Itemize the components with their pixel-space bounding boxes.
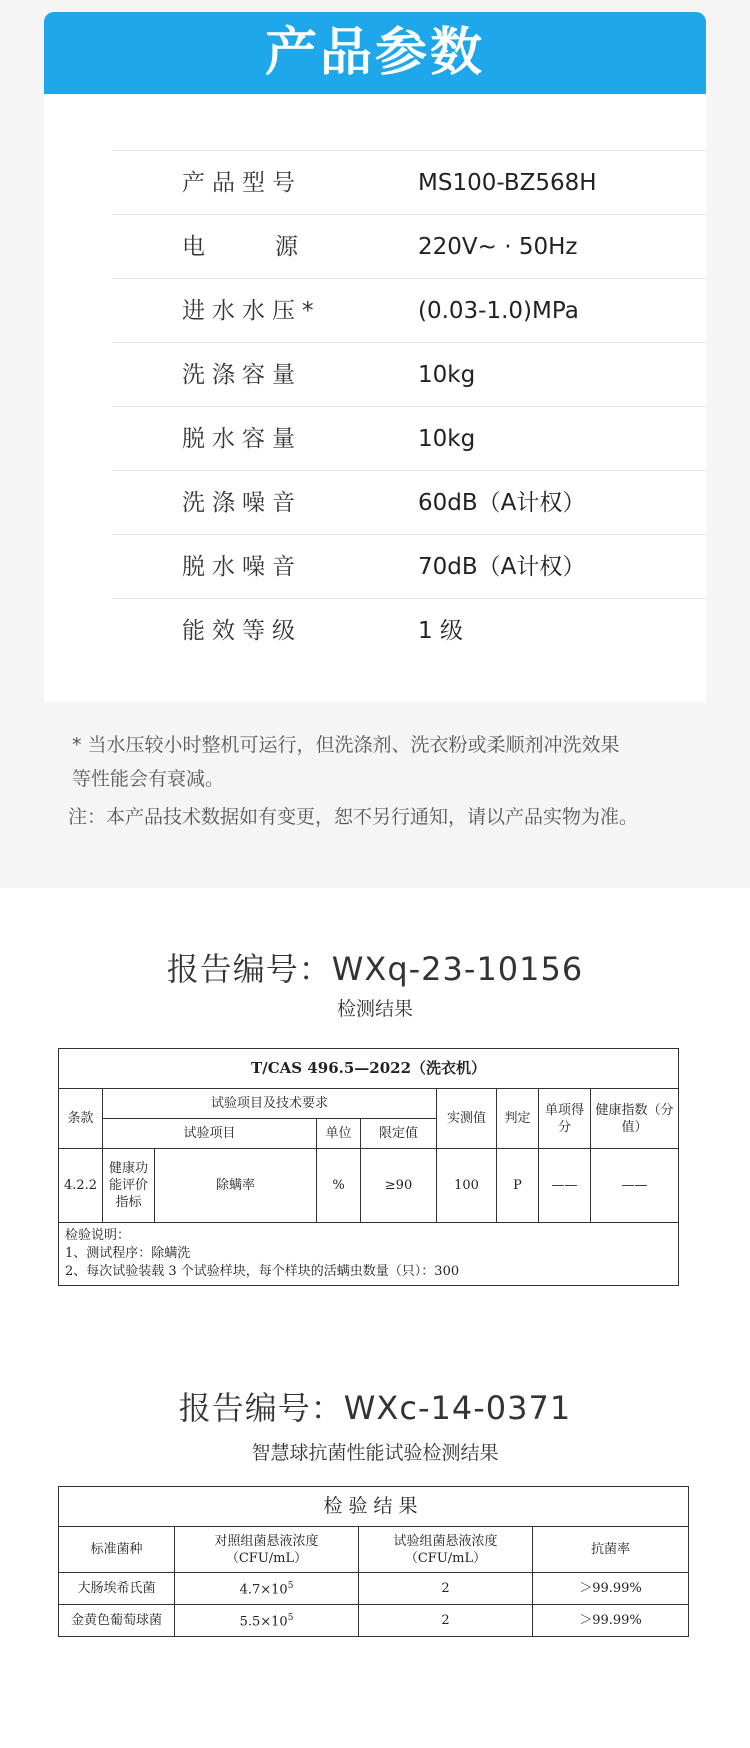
header-unit: 单位 xyxy=(317,1119,361,1149)
note-line: 等性能会有衰减。 xyxy=(72,768,225,790)
spec-label-part: 电 xyxy=(182,234,205,260)
spec-value: 10kg xyxy=(418,426,476,452)
spec-value: 10kg xyxy=(418,362,476,388)
cell-control xyxy=(175,1605,359,1637)
header-clause: 条款 xyxy=(59,1089,103,1149)
header-judge: 判定 xyxy=(497,1089,539,1149)
table-title: T/CAS 496.5—2022（洗衣机） xyxy=(59,1049,679,1089)
header-line: 对照组菌悬液浓度 xyxy=(214,1533,319,1549)
cell-limit: ≥90 xyxy=(361,1149,437,1223)
header-rate: 抗菌率 xyxy=(533,1527,689,1573)
spec-label: 产品型号 xyxy=(182,170,302,196)
header-line: 试验组菌悬液浓度 xyxy=(393,1533,498,1549)
table-row xyxy=(59,1573,689,1605)
header-strain: 标准菌种 xyxy=(59,1527,175,1573)
spec-value: 60dB（A计权） xyxy=(418,490,586,516)
header-health: 健康指数（分值） xyxy=(591,1089,679,1149)
cell-unit: % xyxy=(317,1149,361,1223)
antibacterial-table xyxy=(58,1486,689,1637)
spec-row-power xyxy=(112,214,706,278)
cell-control xyxy=(175,1573,359,1605)
report1-title: 报告编号：WXq-23-10156 xyxy=(166,950,584,988)
cell-measured: 100 xyxy=(437,1149,497,1223)
spec-row-water-pressure xyxy=(112,278,706,342)
spec-card xyxy=(44,94,706,702)
header-score: 单项得分 xyxy=(539,1089,591,1149)
report2-subtitle: 智慧球抗菌性能试验检测结果 xyxy=(251,1442,499,1464)
spec-row-energy-grade xyxy=(112,598,706,662)
control-base: 5.5×10 xyxy=(239,1614,288,1630)
cell-clause: 4.2.2 xyxy=(59,1149,103,1223)
cell-score: —— xyxy=(539,1149,591,1223)
spec-value: (0.03-1.0)MPa xyxy=(418,298,579,324)
control-exponent: 5 xyxy=(287,1613,294,1624)
spec-label: 能效等级 xyxy=(182,618,302,644)
spec-row-wash-capacity xyxy=(112,342,706,406)
header-measured: 实测值 xyxy=(437,1089,497,1149)
spec-label: 脱水噪音 xyxy=(182,554,302,580)
spec-row-spin-noise xyxy=(112,534,706,598)
cell-strain: 大肠埃希氏菌 xyxy=(59,1573,175,1605)
cell-judge: P xyxy=(497,1149,539,1223)
note-line: 2、每次试验装载 3 个试验样块，每个样块的活螨虫数量（只）：300 xyxy=(65,1264,460,1279)
mite-test-table xyxy=(58,1048,679,1286)
cell-test: 2 xyxy=(359,1605,533,1637)
note-line: * 当水压较小时整机可运行，但洗涤剂、洗衣粉或柔顺剂冲洗效果 xyxy=(72,734,620,756)
header-line: （CFU/mL） xyxy=(225,1550,308,1566)
spec-row-wash-noise xyxy=(112,470,706,534)
cell-rate: ＞99.99% xyxy=(533,1573,689,1605)
table-notes xyxy=(59,1223,679,1286)
spec-value: MS100-BZ568H xyxy=(418,170,597,196)
header-line: （CFU/mL） xyxy=(404,1550,487,1566)
spec-label: 洗涤噪音 xyxy=(182,490,302,516)
spec-value: 1 级 xyxy=(418,618,463,644)
spec-header: 产品参数 xyxy=(44,12,706,94)
spec-value: 70dB（A计权） xyxy=(418,554,586,580)
cell-health: —— xyxy=(591,1149,679,1223)
header-control xyxy=(175,1527,359,1573)
table-row xyxy=(59,1605,689,1637)
cell-strain: 金黄色葡萄球菌 xyxy=(59,1605,175,1637)
spec-row-spin-capacity xyxy=(112,406,706,470)
report1-subtitle: 检测结果 xyxy=(336,998,413,1020)
header-items-req: 试验项目及技术要求 xyxy=(103,1089,437,1119)
spec-label: 洗涤容量 xyxy=(182,362,302,388)
control-base: 4.7×10 xyxy=(239,1582,288,1598)
note-line: 1、测试程序：除螨洗 xyxy=(65,1246,191,1261)
spec-label: 进水水压* xyxy=(182,298,321,324)
note-line: 检验说明： xyxy=(65,1228,131,1243)
cell-item: 除螨率 xyxy=(155,1149,317,1223)
spec-label: 脱水容量 xyxy=(182,426,302,452)
spec-value: 220V~ · 50Hz xyxy=(418,234,578,260)
spec-label-part: 源 xyxy=(275,234,298,260)
cell-test: 2 xyxy=(359,1573,533,1605)
header-limit: 限定值 xyxy=(361,1119,437,1149)
spec-row-model xyxy=(112,150,706,214)
disclaimer-note: 注：本产品技术数据如有变更，恕不另行通知，请以产品实物为准。 xyxy=(68,806,639,828)
cell-rate: ＞99.99% xyxy=(533,1605,689,1637)
cell-category: 健康功能评价指标 xyxy=(103,1149,155,1223)
header-test xyxy=(359,1527,533,1573)
control-exponent: 5 xyxy=(287,1581,294,1592)
pressure-note xyxy=(72,728,620,796)
report2-title: 报告编号：WXc-14-0371 xyxy=(178,1389,572,1427)
spec-label xyxy=(182,215,298,279)
header-item: 试验项目 xyxy=(103,1119,317,1149)
table-title: 检验结果 xyxy=(59,1487,689,1527)
